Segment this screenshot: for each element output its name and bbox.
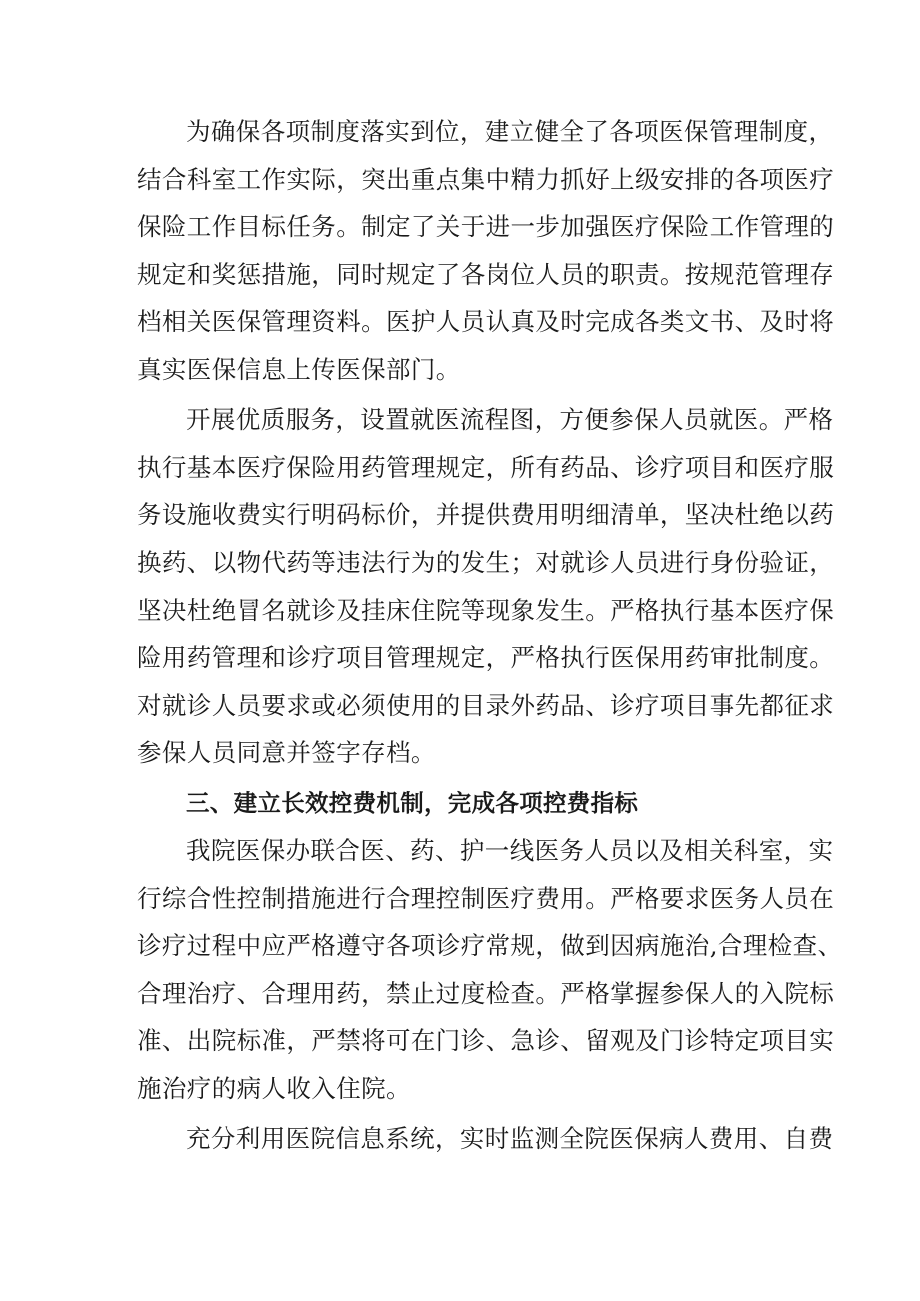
paragraph-3-line-4: 合理治疗、合理用药，禁止过度检查。严格掌握参保人的入院标 [137, 979, 835, 1008]
paragraph-1-line-3: 保险工作目标任务。制定了关于进一步加强医疗保险工作管理的 [137, 212, 835, 241]
paragraph-3-line-1: 我院医保办联合医、药、护一线医务人员以及相关科室，实 [186, 836, 834, 865]
paragraph-1-line-5: 档相关医保管理资料。医护人员认真及时完成各类文书、及时将 [137, 307, 835, 336]
paragraph-3-line-3: 诊疗过程中应严格遵守各项诊疗常规，做到因病施治,合理检查、 [137, 931, 843, 960]
paragraph-3-line-5: 准、出院标准，严禁将可在门诊、急诊、留观及门诊特定项目实 [137, 1026, 835, 1055]
paragraph-2-line-6: 险用药管理和诊疗项目管理规定，严格执行医保用药审批制度。 [137, 643, 835, 672]
paragraph-4-line-1: 充分利用医院信息系统，实时监测全院医保病人费用、自费 [186, 1124, 834, 1153]
section-heading: 三、建立长效控费机制，完成各项控费指标 [186, 789, 639, 817]
paragraph-2-line-1: 开展优质服务，设置就医流程图，方便参保人员就医。严格 [186, 405, 834, 434]
paragraph-1-line-6: 真实医保信息上传医保部门。 [137, 355, 461, 384]
paragraph-2-line-4: 换药、以物代药等违法行为的发生；对就诊人员进行身份验证， [137, 548, 835, 577]
paragraph-3-line-2: 行综合性控制措施进行合理控制医疗费用。严格要求医务人员在 [137, 884, 835, 913]
paragraph-3-line-6: 施治疗的病人收入住院。 [137, 1074, 411, 1103]
paragraph-1-line-2: 结合科室工作实际，突出重点集中精力抓好上级安排的各项医疗 [137, 165, 835, 194]
paragraph-2-line-3: 务设施收费实行明码标价，并提供费用明细清单，坚决杜绝以药 [137, 500, 835, 529]
paragraph-2-line-5: 坚决杜绝冒名就诊及挂床住院等现象发生。严格执行基本医疗保 [137, 596, 835, 625]
paragraph-2-line-2: 执行基本医疗保险用药管理规定，所有药品、诊疗项目和医疗服 [137, 453, 835, 482]
paragraph-1-line-4: 规定和奖惩措施，同时规定了各岗位人员的职责。按规范管理存 [137, 260, 835, 289]
paragraph-2-line-8: 参保人员同意并签字存档。 [137, 738, 436, 767]
paragraph-2-line-7: 对就诊人员要求或必须使用的目录外药品、诊疗项目事先都征求 [137, 691, 835, 720]
paragraph-1-line-1: 为确保各项制度落实到位，建立健全了各项医保管理制度， [186, 117, 834, 146]
